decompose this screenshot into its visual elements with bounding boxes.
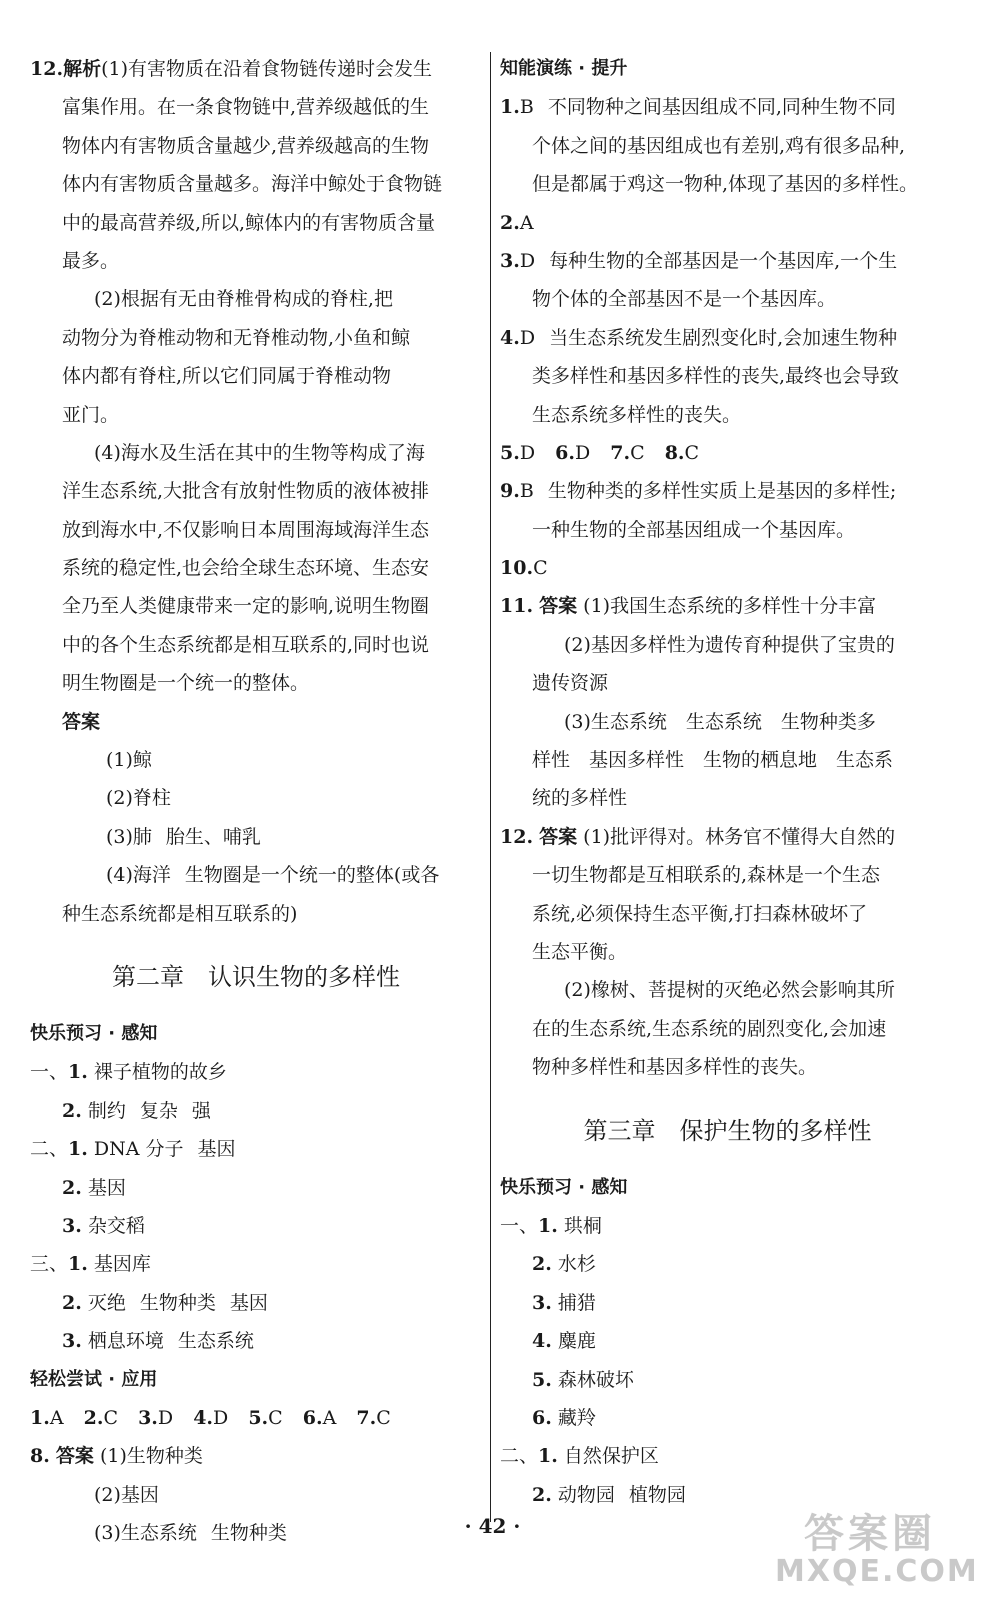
text-line: 个体之间的基因组成也有差别,鸡有很多品种, (532, 134, 906, 157)
item-number: 1. (68, 1253, 88, 1276)
answer-part: 植物园 (628, 1483, 686, 1506)
choice-answer: B (519, 480, 534, 503)
text-line: 生物种类的多样性实质上是基因的多样性; (547, 480, 897, 503)
text-line: 但是都属于鸡这一物种,体现了基因的多样性。 (532, 173, 919, 196)
chapter-title: 第二章 认识生物的多样性 (112, 962, 400, 991)
question-number: 8. (30, 1445, 50, 1468)
group-marker: 三、 (30, 1253, 69, 1276)
answer-part: (3)肺 (106, 825, 152, 848)
text-line: 明生物圈是一个统一的整体。 (62, 672, 310, 695)
watermark-text: 答案圈 (804, 1511, 936, 1557)
item-number: 7. (610, 441, 631, 464)
text-line: 每种生物的全部基因是一个基因库,一个生 (549, 249, 898, 272)
answer-label: 答案 (539, 595, 578, 618)
text-line: 系统的稳定性,也会给全球生态环境、生态安 (62, 557, 430, 580)
answer-part: 捕猎 (557, 1291, 596, 1314)
item-number: 6. (302, 1406, 323, 1429)
question-number: 9. (500, 480, 520, 503)
answer-part: 基因 (197, 1138, 236, 1161)
text-line: 不同物种之间基因组成不同,同种生物不同 (547, 96, 896, 119)
answer-part: 森林破坏 (557, 1368, 634, 1391)
item-number: 4. (193, 1406, 214, 1429)
item-number: 1. (68, 1138, 88, 1161)
item-number: 8. (664, 441, 685, 464)
section-heading: 快乐预习 · 感知 (30, 1022, 158, 1044)
answer-part: 生物种类 (210, 1522, 287, 1545)
text-line: (1)批评得对。林务官不懂得大自然的 (583, 825, 896, 848)
answer-part: 制约 (87, 1099, 126, 1122)
text-line: 系统,必须保持生态平衡,打扫森林破坏了 (532, 902, 868, 925)
text-line: 遗传资源 (532, 672, 609, 695)
answer-line: (1)鲸 (106, 749, 152, 772)
item-number: 1. (538, 1445, 558, 1468)
item-number: 3. (62, 1214, 82, 1237)
question-number: 11. (500, 595, 534, 618)
text-line: 生态平衡。 (532, 940, 628, 963)
right-column (500, 50, 955, 1514)
choice-answer: C (630, 441, 645, 464)
item-number: 1. (538, 1214, 558, 1237)
answer-part: 动物园 (557, 1483, 615, 1506)
analysis-label: 解析 (63, 58, 102, 80)
item-number: 6. (532, 1406, 552, 1429)
item-number: 7. (356, 1406, 377, 1429)
chapter-title: 第三章 保护生物的多样性 (583, 1116, 872, 1145)
choice-answer: C (103, 1406, 119, 1429)
answer-part: 麋鹿 (557, 1330, 596, 1353)
text-line: 体内都有脊柱,所以它们同属于脊椎动物 (62, 365, 392, 388)
item-number: 2. (532, 1483, 552, 1506)
choice-answer: D (574, 441, 591, 464)
text-line: 生态系统多样性的丧失。 (532, 403, 742, 426)
item-number: 2. (62, 1099, 82, 1122)
answer-part: 基因 (229, 1291, 268, 1314)
mc-answers (500, 434, 955, 472)
answer-part: 生态系统 (177, 1330, 254, 1353)
text-line: 体内有害物质含量越多。海洋中鲸处于食物链 (62, 173, 443, 196)
answer-label: 答案 (55, 1445, 94, 1468)
item-number: 2. (62, 1176, 82, 1199)
text-line: 物个体的全部基因不是一个基因库。 (532, 288, 837, 311)
item-number: 5. (532, 1368, 552, 1391)
item-number: 6. (555, 441, 575, 464)
item-number: 2. (83, 1406, 104, 1429)
item-number: 1. (30, 1406, 50, 1429)
text-line: 最多。 (62, 249, 120, 272)
item-number: 5. (248, 1406, 269, 1429)
watermark-url: MXQE.COM (775, 1554, 979, 1589)
item-number: 2. (62, 1291, 82, 1314)
text-line: (4)海水及生活在其中的生物等构成了海 (94, 441, 425, 464)
answer-part: 强 (191, 1099, 211, 1122)
text-line: 在的生态系统,生态系统的剧烈变化,会加速 (532, 1017, 887, 1040)
text-line: 一切生物都是互相联系的,森林是一个生态 (532, 864, 881, 887)
answer-part: 自然保护区 (563, 1445, 659, 1468)
item-number: 5. (500, 441, 520, 464)
answer-line: (2)脊柱 (106, 787, 171, 810)
question-number: 12. (500, 825, 534, 848)
choice-answer: D (519, 326, 536, 349)
choice-answer: D (519, 441, 536, 464)
text-line: 中的各个生态系统都是相互联系的,同时也说 (62, 633, 430, 656)
item-number: 3. (138, 1406, 158, 1429)
question-number: 1. (500, 96, 520, 119)
question-number: 2. (500, 211, 520, 234)
answer-part: 裸子植物的故乡 (93, 1061, 227, 1084)
group-marker: 一、 (30, 1061, 69, 1084)
choice-answer: C (533, 557, 548, 580)
left-column (30, 50, 482, 1552)
choice-answer: D (213, 1406, 229, 1429)
text-line: 一种生物的全部基因组成一个基因库。 (532, 518, 856, 541)
text-line: (1)有害物质在沿着食物链传递时会发生 (101, 58, 432, 80)
item-number: 2. (532, 1253, 552, 1276)
text-line: 富集作用。在一条食物链中,营养级越低的生 (62, 96, 430, 119)
text-line: (3)生态系统 生态系统 生物种类多 (564, 710, 876, 733)
text-line: 全乃至人类健康带来一定的影响,说明生物圈 (62, 595, 430, 618)
answer-part: (3)生态系统 (94, 1522, 197, 1545)
item-number: 3. (532, 1291, 552, 1314)
section-heading: 快乐预习 · 感知 (500, 1176, 628, 1198)
item-number: 4. (532, 1330, 552, 1353)
answer-part: DNA 分子 (93, 1138, 184, 1161)
section-heading: 知能演练 · 提升 (500, 58, 628, 79)
question-number: 12. (30, 58, 64, 80)
choice-answer: C (684, 441, 700, 464)
answer-part: 珙桐 (563, 1214, 602, 1237)
answer-part: 胎生、哺乳 (165, 825, 261, 848)
column-divider (490, 52, 491, 1522)
answer-part: (1)生物种类 (99, 1445, 203, 1468)
question-number: 10. (500, 557, 534, 580)
answer-part: 灭绝 (87, 1291, 126, 1314)
answer-label: 答案 (539, 825, 578, 848)
choice-answer: B (519, 96, 534, 119)
choice-answer: C (376, 1406, 391, 1429)
text-line: 物体内有害物质含量越少,营养级越高的生物 (62, 134, 430, 157)
text-line: 亚门。 (62, 403, 120, 426)
answer-part: (1)我国生态系统的多样性十分丰富 (583, 595, 877, 618)
text-line: 洋生态系统,大批含有放射性物质的液体被排 (62, 480, 430, 503)
choice-answer: D (157, 1406, 174, 1429)
text-line: 中的最高营养级,所以,鲸体内的有害物质含量 (62, 211, 436, 234)
choice-answer: A (49, 1406, 64, 1429)
answer-part: 栖息环境 (87, 1330, 164, 1353)
group-marker: 二、 (500, 1445, 539, 1468)
choice-answer: D (519, 249, 536, 272)
answer-part: (4)海洋 (106, 864, 171, 887)
answer-part: 基因 (87, 1176, 126, 1199)
choice-answer: A (322, 1406, 337, 1429)
section-heading: 轻松尝试 · 应用 (30, 1368, 158, 1390)
mc-answers (30, 1399, 482, 1437)
text-line: (2)橡树、菩提树的灭绝必然会影响其所 (564, 979, 895, 1002)
answer-part: 杂交稻 (87, 1214, 145, 1237)
answer-part: 基因库 (93, 1253, 151, 1276)
group-marker: 二、 (30, 1138, 69, 1161)
answer-part: 水杉 (557, 1253, 596, 1276)
answer-part: 生物圈是一个统一的整体(或各 (184, 864, 440, 887)
choice-answer: C (268, 1406, 283, 1429)
answer-part: 复杂 (139, 1099, 178, 1122)
group-marker: 一、 (500, 1214, 539, 1237)
text-line: (2)基因多样性为遗传育种提供了宝贵的 (564, 633, 895, 656)
answer-line: 种生态系统都是相互联系的) (62, 902, 298, 925)
item-number: 1. (68, 1061, 88, 1084)
page-number: · 42 · (464, 1514, 521, 1538)
answer-part: 藏羚 (557, 1406, 596, 1429)
question-number: 3. (500, 249, 520, 272)
answer-line: (2)基因 (94, 1483, 159, 1506)
answer-part: 生物种类 (139, 1291, 216, 1314)
text-line: 类多样性和基因多样性的丧失,最终也会导致 (532, 365, 900, 388)
text-line: 统的多样性 (532, 787, 628, 810)
question-number: 4. (500, 326, 520, 349)
text-line: 样性 基因多样性 生物的栖息地 生态系 (532, 749, 894, 772)
answer-label: 答案 (62, 710, 101, 733)
text-line: (2)根据有无由脊椎骨构成的脊柱,把 (94, 288, 393, 311)
choice-answer: A (519, 211, 534, 234)
item-number: 3. (62, 1330, 82, 1353)
text-line: 当生态系统发生剧烈变化时,会加速生物种 (549, 326, 898, 349)
watermark-logo (775, 1511, 979, 1592)
text-line: 动物分为脊椎动物和无脊椎动物,小鱼和鲸 (62, 326, 411, 349)
text-line: 物种多样性和基因多样性的丧失。 (532, 1056, 818, 1079)
text-line: 放到海水中,不仅影响日本周围海域海洋生态 (62, 518, 430, 541)
